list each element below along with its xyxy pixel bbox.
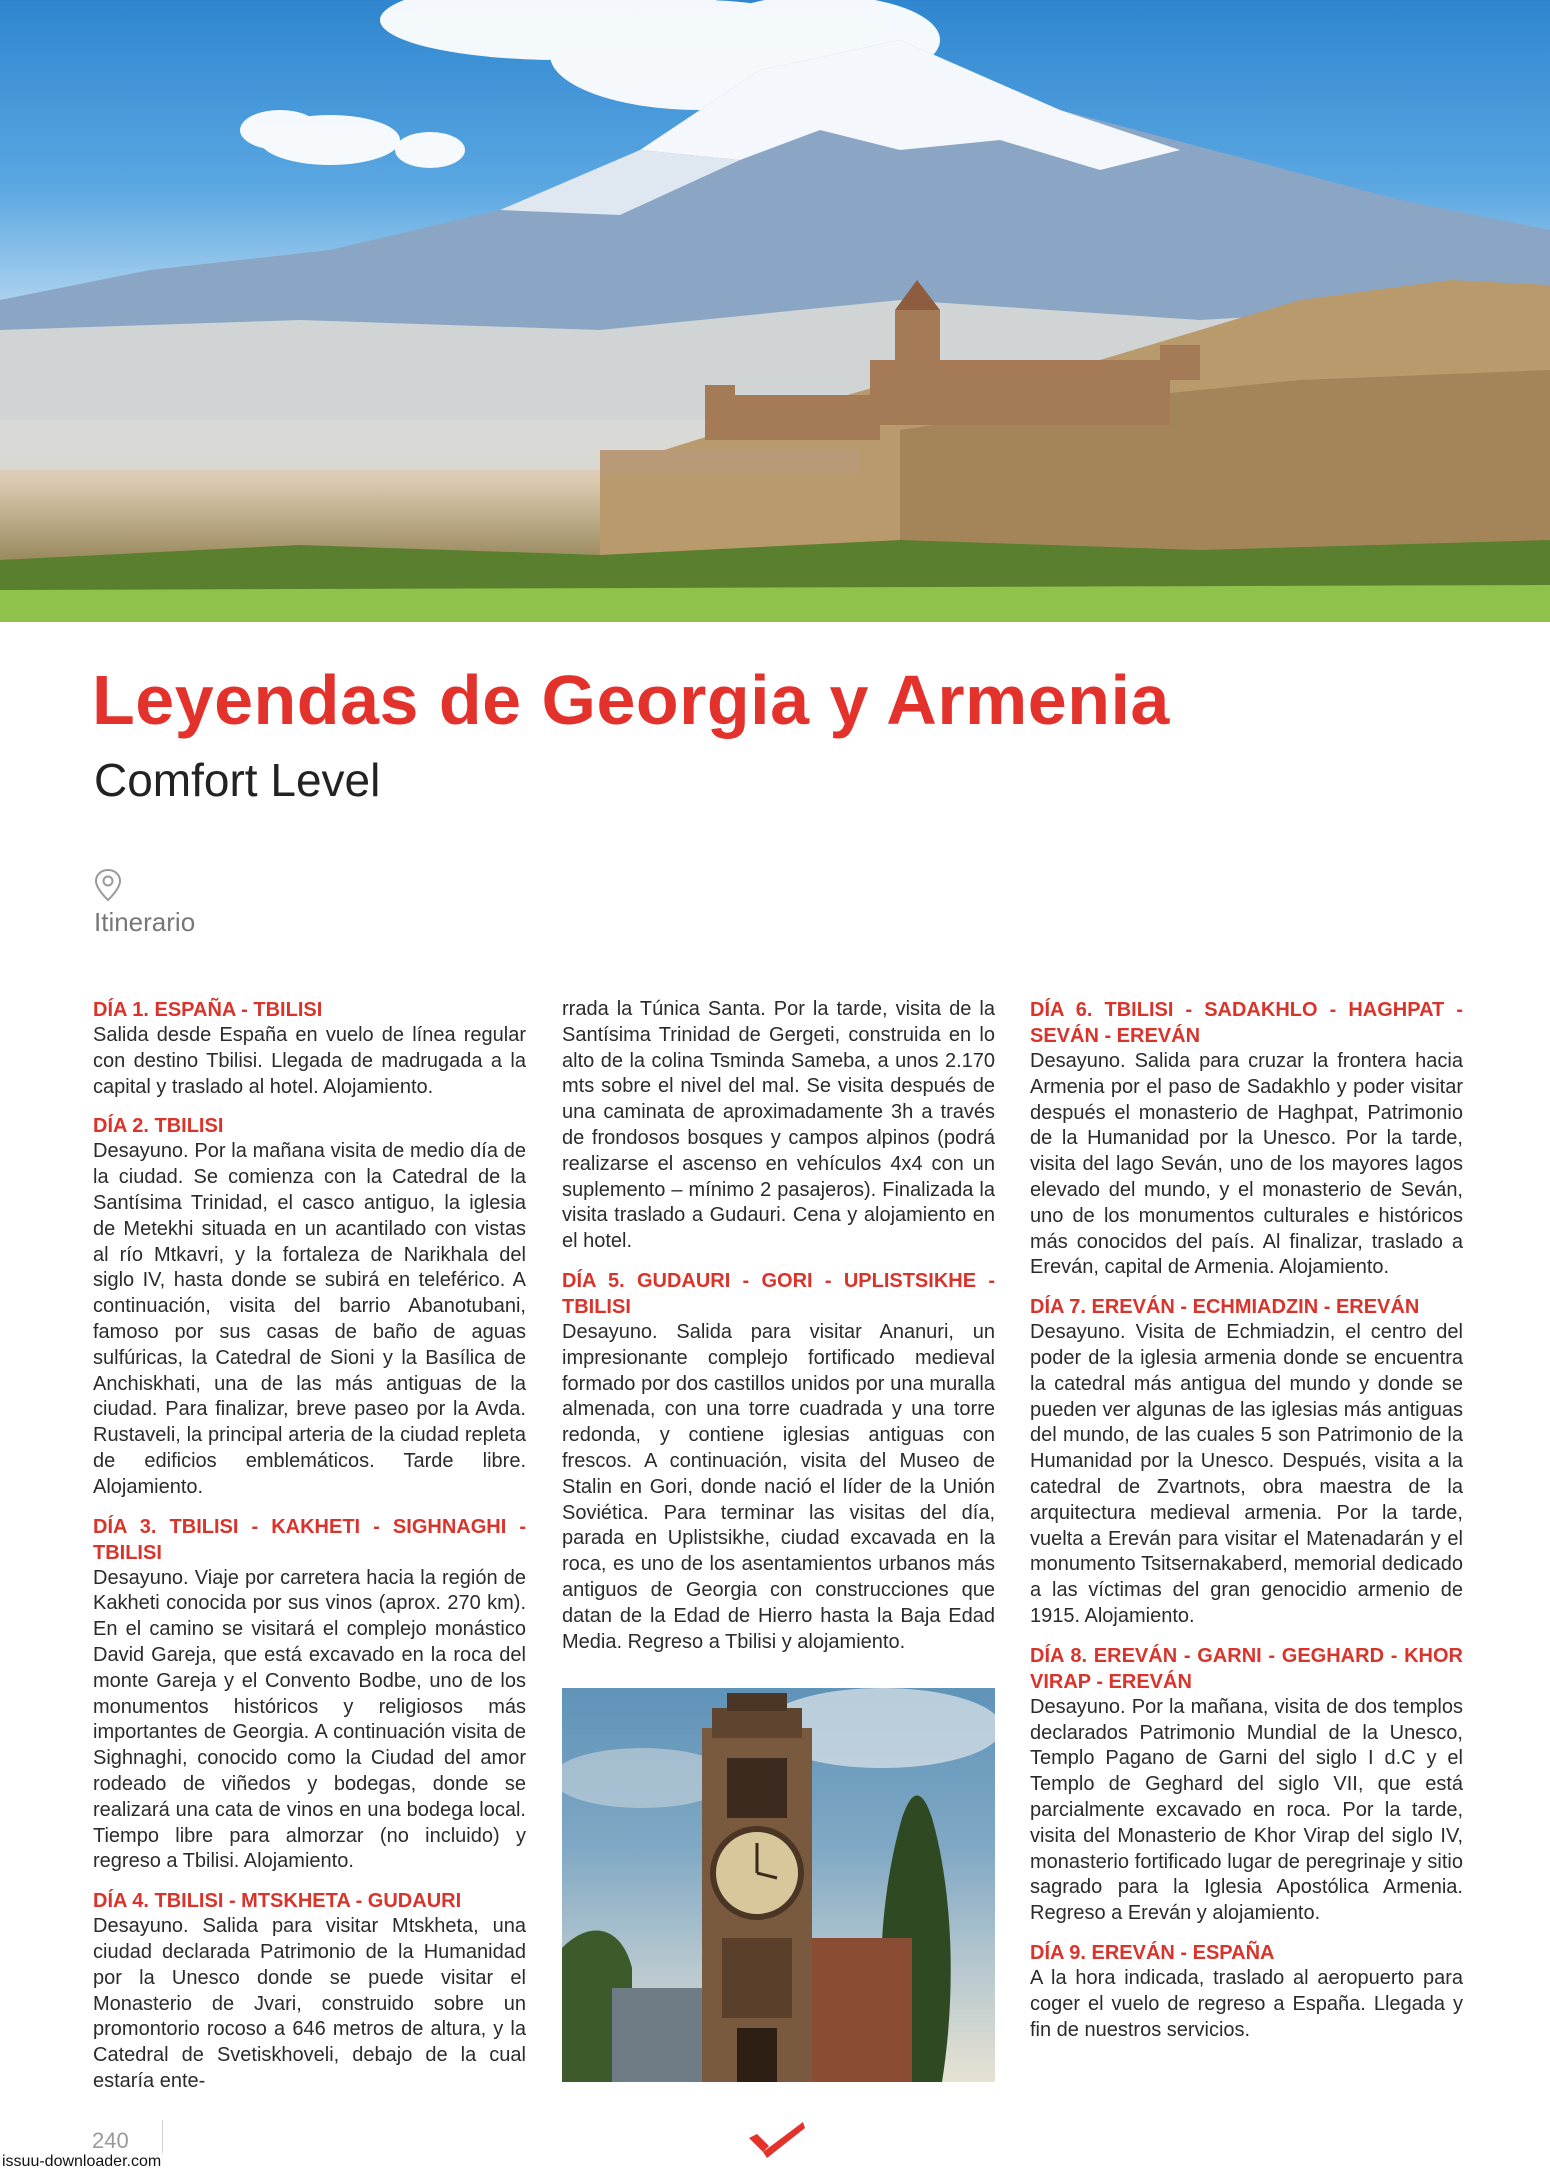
day-title: DÍA 9. EREVÁN - ESPAÑA [1030,1941,1275,1964]
day-text-continuation: rrada la Túnica Santa. Por la tarde, visita de la Santísima Trinidad de Gergeti, construida en lo alto de la colina Tsminda Sameba, a unos 2.170 mts sobre el nivel del mal. Se visita después de una caminata de aproximadamente 3h a través de frondosos bosques y campos alpinos (podrá realizarse el ascenso en vehículos 4x4 con un suplemento – mínimo 2 pasajeros). Finalizada la visita traslado a Gudauri. Cena y alojamiento en el hotel. [562,998,995,1253]
day-title: DÍA 7. EREVÁN - ECHMIADZIN - EREVÁN [1030,1296,1420,1319]
day-text: A la hora indicada, traslado al aeropuerto para coger el vuelo de regreso a España. Llegada y fin de nuestros servicios. [1030,1966,1463,2041]
day-title: DÍA 6. TBILISI - SADAKHLO - HAGHPAT - SEVÁN - EREVÁN [1030,999,1463,1047]
day-section [93,1514,526,1876]
itinerary-column-2 [562,997,995,1668]
day-text: Desayuno. Salida para cruzar la frontera hacia Armenia por el paso de Sadakhlo y poder visitar después el monasterio de Haghpat, Patrimonio de la Humanidad por la Unesco. Por la tarde, visita del lago Seván, uno de los mayores lagos elevado del mundo, y el monasterio de Seván, uno de los monumentos culturales e históricos más conocidos del país. Al finalizar, traslado a Ereván, capital de Armenia. Alojamiento. [1030,1050,1463,1279]
day-text: Desayuno. Por la mañana, visita de dos templos declarados Patrimonio Mundial de la Unesco, Templo Pagano de Garni del siglo I d.C y el Templo de Geghard del siglo VII, que está parcialmente excavado en roca. Por la tarde, visita del Monasterio de Khor Virap del siglo IV, monasterio fortificado lugar de peregrinaje y sitio sagrado para la Iglesia Apostólica Armenia. Regreso a Ereván y alojamiento. [1030,1695,1463,1925]
day-title: DÍA 2. TBILISI [93,1115,224,1138]
page-number: 240 [92,2128,129,2153]
day-title: DÍA 8. EREVÁN - GARNI - GEGHARD - KHOR VIRAP - EREVÁN [1030,1644,1463,1693]
day-text: Desayuno. Visita de Echmiadzin, el centro del poder de la iglesia armenia donde se encuentra la catedral más antigua del mundo y donde se pueden ver algunas de las iglesias más antiguas del mundo, de las cuales 5 son Patrimonio de la Humanidad por la Unesco. Después, visita a la catedral de Zvartnots, obra maestra de la arquitectura medieval armenia. Por la tarde, vuelta a Ereván para visitar el Matenadarán y el monumento Tsitsernakaberd, memorial dedicado a las víctimas del gran genocidio armenio de 1915. Alojamiento. [1030,1321,1463,1627]
day-text: Desayuno. Por la mañana visita de medio día de la ciudad. Se comienza con la Catedral de la Santísima Trinidad, el casco antiguo, la iglesia de Metekhi situada en un acantilado con vistas al río Mtkavri, y la fortaleza de Narikhala del siglo IV, hasta donde se subirá en teleférico. A continuación, visita del barrio Abanotubani, famoso por sus casas de baño de aguas sulfúricas, la Catedral de Sioni y la Basílica de Anchiskhati, una de las más antiguas de la ciudad. Para finalizar, breve paseo por la Avda. Rustaveli, la principal arteria de la ciudad repleta de edificios emblemáticos. Tarde libre. Alojamiento. [93,1140,526,1498]
day-title: DÍA 5. GUDAURI - GORI - UPLISTSIKHE - TBILISI [562,1269,995,1318]
day-text: Desayuno. Salida para visitar Mtskheta, una ciudad declarada Patrimonio de la Humanidad por la Unesco donde se puede visitar el Monasterio de Jvari, construido sobre un promontorio rocoso a 646 metros de altura, y la Catedral de Svetiskhoveli, debajo de la cual estaría ente- [93,1915,526,2092]
page-subtitle: Comfort Level [94,754,381,806]
page-title: Leyendas de Georgia y Armenia [92,661,1170,739]
day-title: DÍA 3. TBILISI - KAKHETI - SIGHNAGHI - TBILISI [93,1515,526,1564]
day-section [93,1113,526,1500]
day-title: DÍA 4. TBILISI - MTSKHETA - GUDAURI [93,1890,462,1913]
itinerary-column-3 [1030,997,1463,2056]
day-text: Salida desde España en vuelo de línea regular con destino Tbilisi. Llegada de madrugada a la capital y traslado al hotel. Alojamiento. [93,1024,526,1098]
itinerary-column-1 [93,997,526,2108]
location-pin-icon [93,868,123,907]
day-section [1030,1643,1463,1927]
day-section [93,1888,526,2095]
day-section [93,997,526,1100]
watermark-text: issuu-downloader.com [2,2153,162,2170]
brand-check-icon [745,2118,807,2165]
hero-photo [0,0,1550,622]
day-text: Desayuno. Viaje por carretera hacia la región de Kakheti conocida por sus vinos (aprox. 270 km). En el camino se visitará el complejo monástico David Gareja, que está excavado en la roca del monte Gareja y el Convento Bodbe, uno de los monumentos históricos y religiosos más importantes de Georgia. A continuación visita de Sighnaghi, conocido como la Ciudad del amor rodeado de viñedos y bodegas, donde se realizará una cata de vinos en una bodega local. Tiempo libre para almorzar (no incluido) y regreso a Tbilisi. Alojamiento. [93,1566,526,1873]
day-title: DÍA 1. ESPAÑA - TBILISI [93,999,323,1021]
day-section [1030,997,1463,1281]
day-section [562,1268,995,1655]
itinerary-label: Itinerario [94,907,196,937]
day-section [1030,1294,1463,1630]
day-section [1030,1940,1463,2043]
day-text: Desayuno. Salida para visitar Ananuri, un impresionante complejo fortificado medieval formado por dos castillos unidos por una muralla almenada, con una torre cuadrada y una torre redonda, y contiene iglesias antiguas con frescos. A continuación, visita del Museo de Stalin en Gori, donde nació el líder de la Unión Soviética. Para terminar las visitas del día, parada en Uplistsikhe, ciudad excavada en la roca, es uno de los asentamientos urbanos más antiguos de Georgia con construcciones que datan de la Edad de Hierro hasta la Baja Edad Media. Regreso a Tbilisi y alojamiento. [562,1320,995,1653]
clock-tower-photo [562,1688,995,2082]
